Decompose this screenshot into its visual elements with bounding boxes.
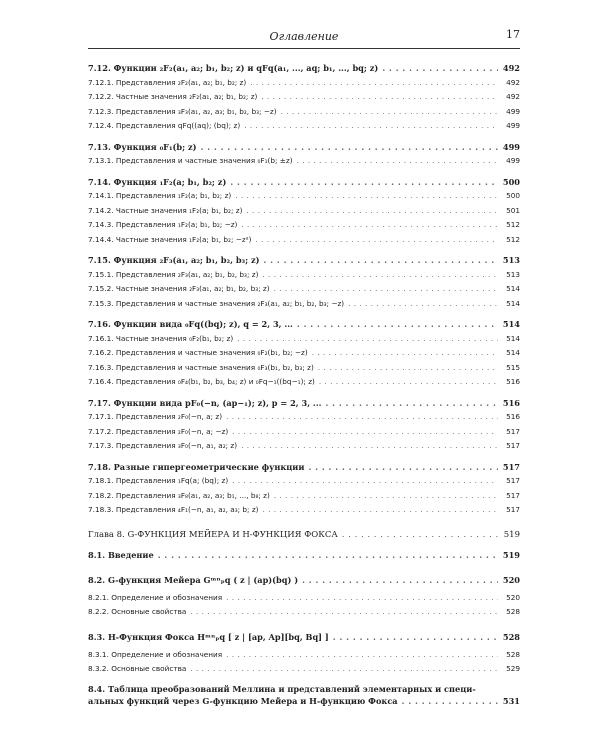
toc-entry-page: 520 (506, 592, 520, 602)
leader-dots (237, 332, 498, 347)
leader-dots (274, 282, 498, 297)
leader-dots (312, 346, 498, 361)
toc-entry-page: 514 (502, 319, 520, 329)
leader-dots (342, 528, 498, 543)
leader-dots (319, 375, 498, 390)
toc-entry-title: 7.12.1. Представления ₂F₂(a₁, a₂; b₁, b₂; z) (88, 77, 247, 87)
leader-dots (226, 648, 498, 663)
toc-entry-title-line1: 8.4. Таблица преобразований Меллина и представлений элементарных и специ- (88, 683, 476, 694)
toc-entry-page: 529 (506, 664, 520, 673)
toc-entry-title: 8.3.1. Определение и обозначения (88, 649, 223, 659)
leader-dots (246, 204, 498, 219)
leader-dots (255, 233, 498, 248)
leader-dots (235, 189, 498, 204)
toc-entry-title: 7.12.4. Представления qFq((aq); (bq); z) (88, 121, 241, 130)
page-number: 17 (506, 28, 520, 41)
leader-dots (250, 76, 498, 91)
toc-entry-page: 520 (502, 574, 520, 585)
toc-entry-title: 7.14.1. Представления ₁F₂(a; b₁, b₂; z) (88, 191, 232, 200)
toc-entry-section[interactable] (88, 396, 520, 411)
toc-entry-title: 7.15.3. Представления и частные значения ₂F₃(a₁, a₂; b₁, b₂, b₃; −z) (88, 298, 345, 308)
toc-entry-subsection[interactable] (88, 297, 520, 312)
toc-entry-title: 8.1. Введение (88, 550, 154, 560)
leader-dots (241, 218, 498, 233)
toc-entry-subsection[interactable] (88, 503, 520, 518)
toc-entry-section[interactable] (88, 253, 520, 268)
toc-entry-subsection[interactable] (88, 90, 520, 105)
leader-dots (232, 425, 498, 440)
toc-entry-title: 7.18.1. Представления ₁Fq(a; (bq); z) (88, 476, 229, 485)
toc-entry-page: 515 (506, 362, 520, 372)
toc-entry-subsection[interactable] (88, 105, 520, 120)
toc-entry-page: 500 (502, 176, 520, 187)
toc-entry-page: 531 (502, 695, 520, 706)
toc-entry-subsection[interactable] (88, 204, 520, 219)
toc-entry-page: 517 (506, 476, 520, 485)
toc-entry-subsection[interactable] (88, 119, 520, 134)
toc-entry-section[interactable] (88, 61, 520, 76)
leader-dots (297, 154, 498, 169)
toc-entry-title: 7.16.2. Представления и частные значения ₀F₂(b₁, b₂; −z) (88, 348, 308, 357)
toc-entry-title: 7.14.2. Частные значения ₁F₂(a; b₁, b₂; z) (88, 205, 243, 215)
leader-dots (297, 317, 498, 332)
toc-entry-page: 500 (506, 191, 520, 200)
toc-entry-page: 499 (502, 141, 520, 152)
toc-entry-page: 514 (506, 284, 520, 293)
toc-entry-chapter[interactable] (88, 528, 520, 543)
toc-entry-page: 513 (502, 255, 520, 265)
toc-entry-section[interactable] (88, 460, 520, 475)
page-header (88, 30, 520, 49)
toc-entry-subsection[interactable] (88, 189, 520, 204)
leader-dots (244, 119, 498, 134)
toc-entry-section[interactable] (88, 626, 520, 648)
leader-dots (302, 569, 498, 591)
toc-entry-title-line2: альных функций через G-функцию Мейера и H-функцию Фокса (88, 695, 398, 706)
leader-dots (264, 253, 498, 268)
toc-entry-title: 7.16. Функции вида ₀Fq((bq); z), q = 2, 3, ... (88, 319, 293, 329)
toc-entry-section[interactable] (88, 569, 520, 591)
toc-entry-page: 499 (506, 106, 520, 116)
toc-entry-page: 492 (506, 77, 520, 87)
toc-entry-section[interactable] (88, 548, 520, 563)
toc-entry-subsection[interactable] (88, 662, 520, 677)
toc-entry-subsection[interactable] (88, 346, 520, 361)
toc-entry-subsection[interactable] (88, 474, 520, 489)
toc-entry-page: 499 (506, 121, 520, 130)
leader-dots (382, 61, 498, 76)
toc-entry-title: 7.13. Функция ₀F₁(b; z) (88, 141, 197, 152)
toc-entry-page: 519 (503, 529, 520, 540)
toc-entry-title: 7.17.1. Представления ₂F₀(−n, a; z) (88, 412, 223, 421)
toc-entry-subsection[interactable] (88, 361, 520, 376)
toc-entry-title: 7.16.3. Представления и частные значения ₀F₃(b₁, b₂, b₃; z) (88, 362, 314, 372)
toc-entry-title: 8.2.2. Основные свойства (88, 607, 187, 616)
leader-dots (281, 105, 498, 120)
toc-entry-title: 8.3. H-Функция Фокса Hᵐⁿₚq [ z | [ap, Ap][bq, Bq] ] (88, 631, 329, 642)
leader-dots (402, 695, 498, 707)
leader-dots (226, 410, 498, 425)
leader-dots (333, 626, 498, 648)
toc-entry-title: 7.12.2. Частные значения ₂F₂(a₁, a₂; b₁, b₂; z) (88, 92, 258, 101)
toc-entry-subsection[interactable] (88, 439, 520, 454)
leader-dots (190, 662, 498, 677)
toc-entry-subsection[interactable] (88, 332, 520, 347)
toc-entry-subsection[interactable] (88, 268, 520, 283)
toc-entry-section[interactable] (88, 140, 520, 155)
toc-entry-page: 517 (502, 461, 520, 472)
toc-entry-subsection[interactable] (88, 489, 520, 504)
toc-entry-title: Глава 8. G-ФУНКЦИЯ МЕЙЕРА И H-ФУНКЦИЯ ФОКСА (88, 529, 338, 540)
toc-entry-page: 514 (506, 348, 520, 357)
toc-entry-title: 7.15.1. Представления ₂F₃(a₁, a₂; b₁, b₂, b₃; z) (88, 269, 259, 279)
toc-entry-page: 528 (506, 649, 520, 659)
leader-dots (274, 489, 498, 504)
leader-dots (348, 297, 498, 312)
toc-entry-title: 7.12. Функции ₂F₂(a₁, a₂; b₁, b₂; z) и qFq(a₁, ..., aq; b₁, ..., bq; z) (88, 63, 379, 73)
leader-dots (325, 396, 498, 411)
toc-entry-title: 8.2. G-функция Мейера Gᵐⁿₚq ( z | (ap)(bq) ) (88, 574, 299, 585)
toc-entry-subsection[interactable] (88, 233, 520, 248)
leader-dots (201, 140, 498, 155)
toc-entry-page: 501 (506, 205, 520, 215)
toc-entry-page: 517 (506, 505, 520, 514)
toc-entry-subsection[interactable] (88, 605, 520, 620)
toc-entry-title: 7.17. Функции вида pF₀(−n, (ap−₁); z), p = 2, 3, ... (88, 397, 322, 408)
leader-dots (190, 605, 498, 620)
toc-entry-page: 492 (506, 92, 520, 101)
toc-entry-page: 517 (506, 490, 520, 500)
toc-entry-page: 528 (506, 607, 520, 616)
toc-entry-page: 512 (506, 234, 520, 244)
toc-entry-page: 514 (506, 298, 520, 308)
toc-entry-subsection[interactable] (88, 218, 520, 233)
toc-entry-title: 7.15. Функция ₂F₃(a₁, a₂; b₁, b₂, b₃; z) (88, 255, 260, 265)
toc-entry-subsection[interactable] (88, 410, 520, 425)
toc-entry-page: 499 (506, 156, 520, 165)
toc-entry-page: 528 (502, 631, 520, 642)
toc-entry-title: 7.17.3. Представления ₃F₀(−n, a₁, a₂; z) (88, 441, 238, 450)
toc-entry-title: 7.18.3. Представления ₄F₁(−n, a₁, a₂, a₃; b; z) (88, 505, 259, 514)
table-of-contents (88, 61, 520, 707)
toc-entry-title: 8.2.1. Определение и обозначения (88, 592, 223, 602)
toc-entry-page: 492 (502, 63, 520, 73)
leader-dots (158, 548, 498, 563)
leader-dots (226, 591, 498, 606)
toc-entry-subsection[interactable] (88, 154, 520, 169)
toc-entry-title: 7.14.3. Представления ₁F₂(a; b₁, b₂; −z) (88, 220, 238, 229)
toc-entry-title: 7.15.2. Частные значения ₂F₃(a₁, a₂; b₁, b₂, b₃; z) (88, 284, 270, 293)
leader-dots (262, 268, 498, 283)
toc-entry-page: 516 (506, 377, 520, 386)
leader-dots (232, 474, 498, 489)
toc-entry-page: 514 (506, 333, 520, 343)
toc-entry-title: 8.3.2. Основные свойства (88, 664, 187, 673)
toc-entry-subsection[interactable] (88, 425, 520, 440)
toc-entry-subsection[interactable] (88, 648, 520, 663)
leader-dots (261, 90, 498, 105)
toc-entry-subsection[interactable] (88, 591, 520, 606)
leader-dots (263, 503, 498, 518)
toc-entry-page: 517 (506, 441, 520, 450)
toc-entry-section[interactable] (88, 683, 520, 707)
leader-dots (230, 175, 498, 190)
toc-page (88, 30, 520, 707)
toc-entry-title: 7.16.1. Частные значения ₀F₂(b₁, b₂; z) (88, 333, 234, 343)
toc-entry-title: 7.13.1. Представления и частные значения ₀F₁(b; ±z) (88, 156, 293, 165)
toc-entry-page: 516 (506, 412, 520, 421)
leader-dots (308, 460, 498, 475)
toc-entry-title: 7.12.3. Представления ₃F₃(a₁, a₂, a₃; b₁, b₂, b₃; −z) (88, 106, 277, 116)
running-title: Оглавление (269, 30, 339, 43)
toc-entry-subsection[interactable] (88, 375, 520, 390)
toc-entry-page: 512 (506, 220, 520, 229)
toc-entry-title: 7.16.4. Представления ₀F₄(b₁, b₂, b₃, b₄; z) и ₀Fq−₁((bq−₁); z) (88, 377, 315, 386)
toc-entry-title: 7.18. Разные гипергеометрические функции (88, 461, 305, 472)
toc-entry-page: 517 (506, 426, 520, 436)
toc-entry-subsection[interactable] (88, 76, 520, 91)
toc-entry-title: 7.17.2. Представления ₂F₀(−n, a; −z) (88, 426, 229, 436)
toc-entry-page: 519 (502, 550, 520, 560)
toc-entry-section[interactable] (88, 175, 520, 190)
leader-dots (318, 361, 498, 376)
toc-entry-title: 7.18.2. Представления ₃F₈(a₁, a₂, a₃; b₁, ..., b₈; z) (88, 490, 270, 500)
toc-entry-subsection[interactable] (88, 282, 520, 297)
leader-dots (241, 439, 498, 454)
toc-entry-page: 516 (502, 397, 520, 408)
toc-entry-section[interactable] (88, 317, 520, 332)
toc-entry-title: 7.14.4. Частные значения ₁F₂(a; b₁, b₂; −z²) (88, 234, 252, 244)
toc-entry-page: 513 (506, 269, 520, 279)
toc-entry-title: 7.14. Функция ₁F₂(a; b₁, b₂; z) (88, 176, 227, 187)
